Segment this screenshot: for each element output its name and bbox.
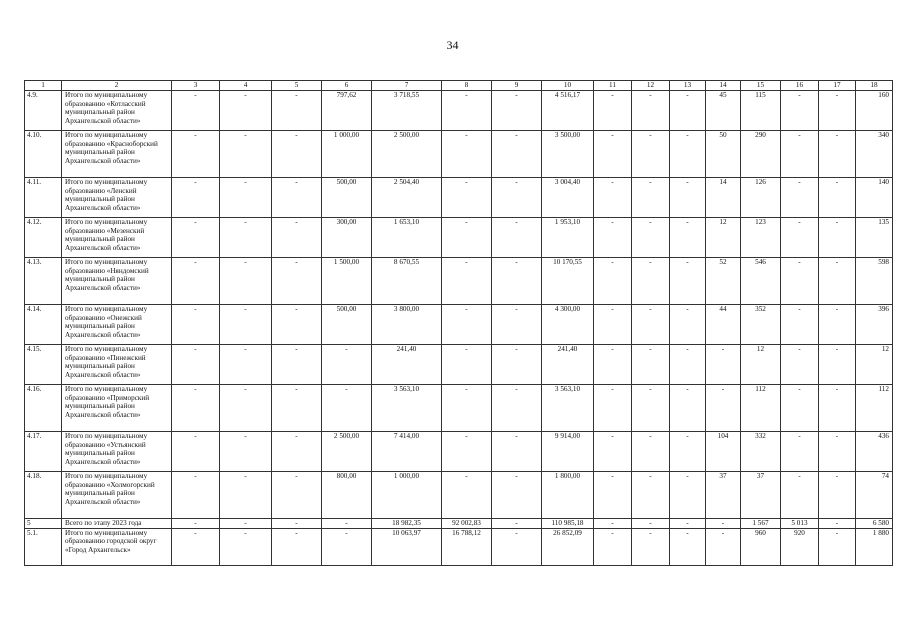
row-value-cell: - bbox=[172, 178, 220, 218]
row-value-cell: 3 800,00 bbox=[372, 305, 442, 345]
row-value-cell: - bbox=[706, 345, 741, 385]
row-value-cell: - bbox=[442, 385, 492, 432]
table-row bbox=[25, 472, 893, 519]
row-value-cell: - bbox=[172, 218, 220, 258]
column-header: 17 bbox=[819, 81, 856, 91]
row-total-cell: 12 bbox=[856, 345, 893, 385]
row-value-cell: - bbox=[172, 519, 220, 529]
row-value-cell: 14 bbox=[706, 178, 741, 218]
row-value-cell: 18 982,35 bbox=[372, 519, 442, 529]
row-number-cell: 4.18. bbox=[25, 472, 62, 519]
row-value-cell: 2 500,00 bbox=[372, 131, 442, 178]
row-description-cell: Итого по муниципальному образованию «Котласский муниципальный район Архангельской области» bbox=[62, 91, 172, 131]
row-number-cell: 4.16. bbox=[25, 385, 62, 432]
row-value-cell: 500,00 bbox=[322, 178, 372, 218]
row-value-cell: - bbox=[706, 385, 741, 432]
row-value-cell: - bbox=[492, 218, 542, 258]
row-value-cell: 1 000,00 bbox=[322, 131, 372, 178]
row-value-cell: - bbox=[706, 519, 741, 529]
row-value-cell: 126 bbox=[741, 178, 781, 218]
row-value-cell: - bbox=[594, 178, 632, 218]
column-header: 11 bbox=[594, 81, 632, 91]
row-value-cell: - bbox=[172, 131, 220, 178]
row-value-cell: - bbox=[819, 385, 856, 432]
row-value-cell: 26 852,09 bbox=[542, 528, 594, 565]
row-value-cell: 1 953,10 bbox=[542, 218, 594, 258]
row-value-cell: - bbox=[632, 385, 670, 432]
row-value-cell: - bbox=[492, 528, 542, 565]
row-value-cell: - bbox=[670, 528, 706, 565]
data-table bbox=[24, 80, 893, 566]
row-value-cell: 241,40 bbox=[542, 345, 594, 385]
row-number-cell: 4.13. bbox=[25, 258, 62, 305]
row-value-cell: - bbox=[781, 345, 819, 385]
row-description-cell: Всего по этапу 2023 года bbox=[62, 519, 172, 529]
column-header: 14 bbox=[706, 81, 741, 91]
row-value-cell: 332 bbox=[741, 432, 781, 472]
row-value-cell: - bbox=[492, 305, 542, 345]
row-value-cell: - bbox=[781, 131, 819, 178]
column-header: 10 bbox=[542, 81, 594, 91]
row-value-cell: - bbox=[632, 528, 670, 565]
row-value-cell: - bbox=[442, 178, 492, 218]
row-description-cell: Итого по муниципальному образованию «Няндомский муниципальный район Архангельской области» bbox=[62, 258, 172, 305]
row-value-cell: - bbox=[819, 178, 856, 218]
row-value-cell: 500,00 bbox=[322, 305, 372, 345]
row-value-cell: 1 567 bbox=[741, 519, 781, 529]
row-value-cell: - bbox=[781, 258, 819, 305]
row-value-cell: - bbox=[442, 305, 492, 345]
row-value-cell: - bbox=[220, 91, 272, 131]
row-total-cell: 160 bbox=[856, 91, 893, 131]
row-value-cell: - bbox=[492, 519, 542, 529]
row-value-cell: 12 bbox=[741, 345, 781, 385]
row-number-cell: 4.15. bbox=[25, 345, 62, 385]
row-description-cell: Итого по муниципальному образованию «Онежский муниципальный район Архангельской области» bbox=[62, 305, 172, 345]
row-number-cell: 4.11. bbox=[25, 178, 62, 218]
row-value-cell: - bbox=[781, 385, 819, 432]
row-value-cell: - bbox=[272, 131, 322, 178]
row-value-cell: - bbox=[492, 472, 542, 519]
row-value-cell: - bbox=[172, 91, 220, 131]
row-value-cell: - bbox=[272, 519, 322, 529]
row-value-cell: 920 bbox=[781, 528, 819, 565]
row-total-cell: 598 bbox=[856, 258, 893, 305]
row-description-cell: Итого по муниципальному образованию «Ленский муниципальный район Архангельской области» bbox=[62, 178, 172, 218]
row-description-cell: Итого по муниципальному образованию «Приморский муниципальный район Архангельской области» bbox=[62, 385, 172, 432]
table-row bbox=[25, 519, 893, 529]
row-value-cell: - bbox=[594, 131, 632, 178]
row-value-cell: 44 bbox=[706, 305, 741, 345]
row-value-cell: - bbox=[492, 432, 542, 472]
column-header: 6 bbox=[322, 81, 372, 91]
row-value-cell: - bbox=[819, 131, 856, 178]
row-value-cell: - bbox=[442, 345, 492, 385]
row-value-cell: 3 004,40 bbox=[542, 178, 594, 218]
table-row bbox=[25, 258, 893, 305]
row-value-cell: 7 414,00 bbox=[372, 432, 442, 472]
row-total-cell: 1 880 bbox=[856, 528, 893, 565]
row-value-cell: - bbox=[220, 432, 272, 472]
row-value-cell: - bbox=[272, 528, 322, 565]
row-value-cell: 92 002,83 bbox=[442, 519, 492, 529]
row-value-cell: 1 000,00 bbox=[372, 472, 442, 519]
row-description-cell: Итого по муниципальному образованию «Пинежский муниципальный район Архангельской области» bbox=[62, 345, 172, 385]
row-value-cell: - bbox=[492, 345, 542, 385]
row-value-cell: - bbox=[442, 472, 492, 519]
row-value-cell: - bbox=[819, 305, 856, 345]
table-row bbox=[25, 345, 893, 385]
row-value-cell: - bbox=[819, 91, 856, 131]
row-total-cell: 140 bbox=[856, 178, 893, 218]
row-value-cell: - bbox=[442, 258, 492, 305]
row-value-cell: - bbox=[670, 131, 706, 178]
column-header: 8 bbox=[442, 81, 492, 91]
row-value-cell: - bbox=[594, 432, 632, 472]
row-value-cell: - bbox=[670, 305, 706, 345]
row-total-cell: 6 580 bbox=[856, 519, 893, 529]
row-value-cell: - bbox=[781, 472, 819, 519]
row-value-cell: 1 800,00 bbox=[542, 472, 594, 519]
column-header: 1 bbox=[25, 81, 62, 91]
row-value-cell: - bbox=[594, 91, 632, 131]
column-header: 3 bbox=[172, 81, 220, 91]
row-value-cell: 12 bbox=[706, 218, 741, 258]
row-value-cell: 37 bbox=[706, 472, 741, 519]
column-header: 16 bbox=[781, 81, 819, 91]
row-description-cell: Итого по муниципальному образованию «Красноборский муниципальный район Архангельской области» bbox=[62, 131, 172, 178]
row-value-cell: 3 718,55 bbox=[372, 91, 442, 131]
table-row bbox=[25, 218, 893, 258]
row-number-cell: 4.12. bbox=[25, 218, 62, 258]
row-total-cell: 340 bbox=[856, 131, 893, 178]
row-value-cell: - bbox=[670, 258, 706, 305]
row-value-cell: - bbox=[272, 258, 322, 305]
row-value-cell: - bbox=[819, 258, 856, 305]
row-value-cell: - bbox=[594, 385, 632, 432]
row-description-cell: Итого по муниципальному образованию «Устьянский муниципальный район Архангельской области» bbox=[62, 432, 172, 472]
row-value-cell: - bbox=[670, 218, 706, 258]
row-total-cell: 396 bbox=[856, 305, 893, 345]
table-row bbox=[25, 178, 893, 218]
table-row bbox=[25, 91, 893, 131]
row-number-cell: 4.14. bbox=[25, 305, 62, 345]
row-value-cell: - bbox=[781, 178, 819, 218]
row-value-cell: 797,62 bbox=[322, 91, 372, 131]
row-value-cell: - bbox=[594, 472, 632, 519]
row-value-cell: - bbox=[632, 258, 670, 305]
row-value-cell: - bbox=[220, 345, 272, 385]
row-value-cell: - bbox=[220, 131, 272, 178]
row-value-cell: - bbox=[322, 528, 372, 565]
row-value-cell: - bbox=[322, 345, 372, 385]
row-value-cell: - bbox=[781, 305, 819, 345]
row-value-cell: 1 500,00 bbox=[322, 258, 372, 305]
column-header: 9 bbox=[492, 81, 542, 91]
row-value-cell: 104 bbox=[706, 432, 741, 472]
row-value-cell: - bbox=[670, 432, 706, 472]
row-value-cell: - bbox=[272, 432, 322, 472]
row-value-cell: 123 bbox=[741, 218, 781, 258]
row-value-cell: - bbox=[172, 258, 220, 305]
row-value-cell: 37 bbox=[741, 472, 781, 519]
row-value-cell: - bbox=[819, 519, 856, 529]
row-value-cell: - bbox=[172, 305, 220, 345]
row-value-cell: 352 bbox=[741, 305, 781, 345]
row-value-cell: - bbox=[632, 131, 670, 178]
row-number-cell: 4.17. bbox=[25, 432, 62, 472]
row-description-cell: Итого по муниципальному образованию «Мезенский муниципальный район Архангельской области» bbox=[62, 218, 172, 258]
row-value-cell: - bbox=[272, 218, 322, 258]
row-value-cell: - bbox=[670, 519, 706, 529]
row-value-cell: - bbox=[172, 528, 220, 565]
row-total-cell: 112 bbox=[856, 385, 893, 432]
row-value-cell: - bbox=[220, 528, 272, 565]
row-value-cell: 10 063,97 bbox=[372, 528, 442, 565]
row-total-cell: 74 bbox=[856, 472, 893, 519]
row-value-cell: - bbox=[632, 472, 670, 519]
row-value-cell: - bbox=[322, 385, 372, 432]
row-value-cell: - bbox=[670, 178, 706, 218]
row-value-cell: - bbox=[670, 385, 706, 432]
row-value-cell: 241,40 bbox=[372, 345, 442, 385]
row-value-cell: - bbox=[172, 432, 220, 472]
row-value-cell: - bbox=[172, 385, 220, 432]
row-value-cell: - bbox=[819, 218, 856, 258]
row-number-cell: 4.9. bbox=[25, 91, 62, 131]
row-value-cell: 45 bbox=[706, 91, 741, 131]
row-value-cell: 115 bbox=[741, 91, 781, 131]
row-value-cell: - bbox=[272, 305, 322, 345]
table-row bbox=[25, 385, 893, 432]
row-value-cell: - bbox=[442, 432, 492, 472]
row-value-cell: 4 516,17 bbox=[542, 91, 594, 131]
row-value-cell: 960 bbox=[741, 528, 781, 565]
row-value-cell: - bbox=[819, 345, 856, 385]
row-value-cell: - bbox=[670, 345, 706, 385]
row-value-cell: - bbox=[442, 91, 492, 131]
row-number-cell: 5.1. bbox=[25, 528, 62, 565]
row-value-cell: - bbox=[272, 472, 322, 519]
row-value-cell: - bbox=[594, 528, 632, 565]
row-value-cell: - bbox=[632, 91, 670, 131]
row-value-cell: 112 bbox=[741, 385, 781, 432]
table-row bbox=[25, 131, 893, 178]
row-value-cell: 52 bbox=[706, 258, 741, 305]
column-header: 4 bbox=[220, 81, 272, 91]
row-value-cell: - bbox=[220, 258, 272, 305]
row-value-cell: - bbox=[220, 385, 272, 432]
row-value-cell: - bbox=[819, 432, 856, 472]
row-value-cell: 2 504,40 bbox=[372, 178, 442, 218]
column-header: 12 bbox=[632, 81, 670, 91]
column-header: 15 bbox=[741, 81, 781, 91]
row-total-cell: 436 bbox=[856, 432, 893, 472]
row-value-cell: - bbox=[781, 91, 819, 131]
table-row bbox=[25, 432, 893, 472]
row-value-cell: 50 bbox=[706, 131, 741, 178]
row-value-cell: - bbox=[220, 519, 272, 529]
row-value-cell: - bbox=[670, 91, 706, 131]
row-value-cell: - bbox=[220, 178, 272, 218]
row-value-cell: 3 500,00 bbox=[542, 131, 594, 178]
row-value-cell: - bbox=[492, 178, 542, 218]
row-value-cell: 800,00 bbox=[322, 472, 372, 519]
table-header-row bbox=[25, 81, 893, 91]
row-value-cell: - bbox=[819, 472, 856, 519]
row-value-cell: 5 013 bbox=[781, 519, 819, 529]
row-value-cell: 3 563,10 bbox=[372, 385, 442, 432]
column-header: 5 bbox=[272, 81, 322, 91]
row-value-cell: - bbox=[492, 91, 542, 131]
row-value-cell: - bbox=[632, 345, 670, 385]
row-value-cell: - bbox=[492, 131, 542, 178]
row-value-cell: - bbox=[632, 178, 670, 218]
row-value-cell: - bbox=[220, 472, 272, 519]
row-value-cell: - bbox=[594, 305, 632, 345]
row-value-cell: - bbox=[632, 432, 670, 472]
row-value-cell: - bbox=[632, 519, 670, 529]
row-value-cell: - bbox=[819, 528, 856, 565]
row-value-cell: - bbox=[272, 178, 322, 218]
row-value-cell: - bbox=[272, 91, 322, 131]
row-value-cell: 8 670,55 bbox=[372, 258, 442, 305]
row-value-cell: - bbox=[492, 385, 542, 432]
row-value-cell: 10 170,55 bbox=[542, 258, 594, 305]
row-value-cell: - bbox=[781, 432, 819, 472]
row-number-cell: 5 bbox=[25, 519, 62, 529]
row-value-cell: - bbox=[632, 218, 670, 258]
row-value-cell: - bbox=[272, 385, 322, 432]
row-value-cell: - bbox=[172, 472, 220, 519]
row-value-cell: 300,00 bbox=[322, 218, 372, 258]
table-row bbox=[25, 305, 893, 345]
row-value-cell: - bbox=[442, 131, 492, 178]
row-value-cell: 2 500,00 bbox=[322, 432, 372, 472]
page-number: 34 bbox=[446, 38, 459, 52]
row-value-cell: 4 300,00 bbox=[542, 305, 594, 345]
row-description-cell: Итого по муниципальному образованию «Холмогорский муниципальный район Архангельской области» bbox=[62, 472, 172, 519]
column-header: 18 bbox=[856, 81, 893, 91]
row-value-cell: 110 985,18 bbox=[542, 519, 594, 529]
row-value-cell: - bbox=[594, 345, 632, 385]
row-total-cell: 135 bbox=[856, 218, 893, 258]
column-header: 2 bbox=[62, 81, 172, 91]
row-value-cell: - bbox=[670, 472, 706, 519]
column-header: 7 bbox=[372, 81, 442, 91]
row-value-cell: - bbox=[220, 218, 272, 258]
row-value-cell: 290 bbox=[741, 131, 781, 178]
row-value-cell: - bbox=[781, 218, 819, 258]
row-value-cell: - bbox=[492, 258, 542, 305]
row-value-cell: - bbox=[632, 305, 670, 345]
row-value-cell: 546 bbox=[741, 258, 781, 305]
row-value-cell: - bbox=[172, 345, 220, 385]
row-value-cell: 9 914,00 bbox=[542, 432, 594, 472]
row-value-cell: - bbox=[442, 218, 492, 258]
row-value-cell: - bbox=[322, 519, 372, 529]
row-value-cell: - bbox=[272, 345, 322, 385]
row-value-cell: 3 563,10 bbox=[542, 385, 594, 432]
row-number-cell: 4.10. bbox=[25, 131, 62, 178]
row-value-cell: - bbox=[594, 218, 632, 258]
column-header: 13 bbox=[670, 81, 706, 91]
row-value-cell: - bbox=[594, 258, 632, 305]
row-value-cell: 1 653,10 bbox=[372, 218, 442, 258]
table-row bbox=[25, 528, 893, 565]
row-value-cell: - bbox=[706, 528, 741, 565]
row-description-cell: Итого по муниципальному образованию городской округ «Город Архангельск» bbox=[62, 528, 172, 565]
row-value-cell: - bbox=[220, 305, 272, 345]
row-value-cell: 16 788,12 bbox=[442, 528, 492, 565]
row-value-cell: - bbox=[594, 519, 632, 529]
